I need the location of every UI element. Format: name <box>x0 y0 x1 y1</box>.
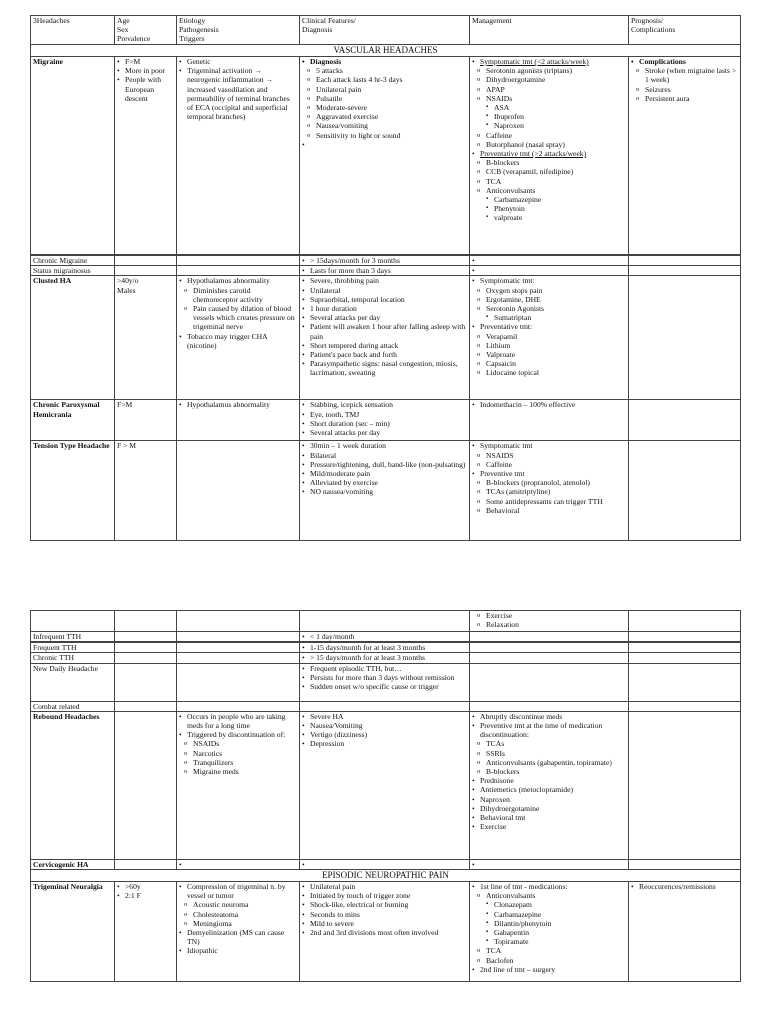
clinical-cell <box>300 400 470 441</box>
list-item: ▪ Ibuprofen <box>472 112 626 121</box>
list-item: • Patient's pace back and forth <box>302 350 467 359</box>
header-headaches: 3Headaches <box>31 16 115 45</box>
list-item: • Several attacks per day <box>302 313 467 322</box>
list-item: • More in poor <box>117 66 174 75</box>
list-item: o Exercise <box>472 611 626 620</box>
list-item: • NO nausea/vomiting <box>302 487 467 496</box>
row-combat-related <box>31 701 741 711</box>
list-item: o Sensitivity to light or sound <box>302 131 467 140</box>
row-tension <box>31 441 741 541</box>
list-item: • Symptomatic tmt (<2 attacks/week) <box>472 57 626 66</box>
section-title-vascular: VASCULAR HEADACHES <box>31 45 741 57</box>
list-item: • Compression of trigeminal n. by vessel or tumor <box>179 882 297 900</box>
management-cell <box>470 57 629 255</box>
row-name: Frequent TTH <box>31 643 115 653</box>
row-migraine <box>31 57 741 255</box>
header-clinical: Clinical Features/ Diagnosis <box>300 16 470 45</box>
headache-table-page2 <box>30 610 741 982</box>
list-item: • Hypothalamus abnormality <box>179 400 297 409</box>
list-item: • Occurs in people who are taking meds for a long time <box>179 712 297 730</box>
list-item: o Migraine meds <box>179 767 297 776</box>
row-name: Status migrainosus <box>31 266 115 276</box>
prognosis-cell <box>629 882 741 982</box>
row-name: Clusted HA <box>31 276 115 400</box>
row-status-migrainosus <box>31 266 741 276</box>
list-item: o Ergotamine, DHE <box>472 295 626 304</box>
section-neuropathic <box>31 870 741 882</box>
list-item: • > 15 days/month for at least 3 months <box>302 653 467 662</box>
list-item: • Parasympathetic signs: nasal congestion, miosis, lacrimation, sweating <box>302 359 467 377</box>
list-item: • Mild to severe <box>302 919 467 928</box>
row-name: Chronic TTH <box>31 653 115 663</box>
list-item: o Pulsatile <box>302 94 467 103</box>
list-item: • Hypothalamus abnormality <box>179 276 297 285</box>
row-rebound <box>31 711 741 859</box>
list-item: • Complications <box>631 57 738 66</box>
management-cell <box>470 711 629 859</box>
list-item: • Antiemetics (metoclopramide) <box>472 785 626 794</box>
list-item: • Preventative tmt (>2 attacks/week) <box>472 149 626 158</box>
list-item: o TCAs <box>472 739 626 748</box>
list-item: • Supraorbital, temporal location <box>302 295 467 304</box>
list-item: o Relaxation <box>472 620 626 629</box>
list-item: • 30min – 1 week duration <box>302 441 467 450</box>
age-cell: >40y/o Males <box>115 276 177 400</box>
row-name: Infrequent TTH <box>31 632 115 642</box>
row-trigeminal <box>31 882 741 982</box>
list-item: o Nausea/vomiting <box>302 121 467 130</box>
row-name: Rebound Headaches <box>31 711 115 859</box>
list-item: o TCA <box>472 177 626 186</box>
list-item: • Unilateral <box>302 286 467 295</box>
list-item: • Nausea/Vomiting <box>302 721 467 730</box>
row-new-daily-headache <box>31 663 741 701</box>
list-item: o Aggravated exercise <box>302 112 467 121</box>
section-vascular <box>31 45 741 57</box>
row-name: New Daily Headache <box>31 663 115 701</box>
list-item: o TCA <box>472 946 626 955</box>
etiology-cell <box>177 400 300 441</box>
list-item: ▪ Sumatriptan <box>472 313 626 322</box>
list-item: o Diminishes carotid chemoreceptor activity <box>179 286 297 304</box>
clinical-cell <box>300 711 470 859</box>
list-item: • Frequent episodic TTH, but… <box>302 664 467 673</box>
list-item: • Dihydroergotamine <box>472 804 626 813</box>
list-item: o Each attack lasts 4 hr-3 days <box>302 75 467 84</box>
list-item: ▪ valproate <box>472 213 626 222</box>
row-name: Chronic Migraine <box>31 256 115 266</box>
list-item: o B-blockers <box>472 158 626 167</box>
age-cell: F > M <box>115 441 177 541</box>
list-item: o Narcotics <box>179 749 297 758</box>
list-item: o Dihydroergotamine <box>472 75 626 84</box>
list-item: • Behavioral tmt <box>472 813 626 822</box>
list-item: • 2:1 F <box>117 891 174 900</box>
list-item: • Symptomatic tmt: <box>472 276 626 285</box>
row-chronic-migraine <box>31 256 741 266</box>
list-item: o Butorphanol (nasal spray) <box>472 140 626 149</box>
list-item: • Preventative tmt: <box>472 322 626 331</box>
list-item: o Anticonvulsants <box>472 891 626 900</box>
list-item: o Serotonin Agonists <box>472 304 626 313</box>
list-item: • Genetic <box>179 57 297 66</box>
list-item: • Depression <box>302 739 467 748</box>
list-item: o SSRIs <box>472 749 626 758</box>
list-item: • Symptomatic tmt <box>472 441 626 450</box>
list-item: o B-blockers <box>472 767 626 776</box>
clinical-cell <box>300 882 470 982</box>
management-cell <box>470 611 629 632</box>
list-item: • 1-15 days/month for at least 3 months <box>302 643 467 652</box>
clinical-cell <box>300 663 470 701</box>
etiology-cell <box>177 57 300 255</box>
row-cluster <box>31 276 741 400</box>
clinical-cell <box>300 57 470 255</box>
list-item: • Preventive tmt at the time of medication discontinuation: <box>472 721 626 739</box>
list-item: • Triggered by discontinuation of: <box>179 730 297 739</box>
list-item: • F>M <box>117 57 174 66</box>
list-item: o Some antidepressants can trigger TTH <box>472 497 626 506</box>
list-item: o Baclofen <box>472 956 626 965</box>
list-item: • Demyelinization (MS can cause TN) <box>179 928 297 946</box>
headache-table-page1 <box>30 15 741 541</box>
list-item: • Severe, throbbing pain <box>302 276 467 285</box>
list-item: o Moderate-severe <box>302 103 467 112</box>
etiology-cell <box>177 276 300 400</box>
age-cell: F>M <box>115 400 177 441</box>
list-item: o Persistent aura <box>631 94 738 103</box>
list-item: o Serotonin agonists (triptans) <box>472 66 626 75</box>
row-cph <box>31 400 741 441</box>
list-item: • Trigeminal activation → neurogenic inflammation → increased vasodilation and permeability of terminal branches of ECA (occipital and superficial temporal branches) <box>179 66 297 121</box>
list-item: • Diagnosis <box>302 57 467 66</box>
list-item: o Seizures <box>631 85 738 94</box>
list-item: o Oxygen stops pain <box>472 286 626 295</box>
list-item: • Short duration (sec – min) <box>302 419 467 428</box>
list-item: • Bilateral <box>302 451 467 460</box>
list-item: ▪ Naproxen <box>472 121 626 130</box>
management-cell <box>470 882 629 982</box>
list-item: • >60y <box>117 882 174 891</box>
management-cell <box>470 276 629 400</box>
list-item: • 2nd and 3rd divisions most often involved <box>302 928 467 937</box>
list-item: o CCB (verapamil, nifedipine) <box>472 167 626 176</box>
list-item: o Behavioral <box>472 506 626 515</box>
list-item: o APAP <box>472 85 626 94</box>
list-item: ▪ Carbamazepine <box>472 195 626 204</box>
header-etiology: Etiology Pathogenesis Triggers <box>177 16 300 45</box>
list-item: • 1 hour duration <box>302 304 467 313</box>
row-name: Cervicogenic HA <box>31 859 115 869</box>
list-item: • Patient will awaken 1 hour after falling asleep with pain <box>302 322 467 340</box>
list-item: ▪ Carbamazepine <box>472 910 626 919</box>
list-item: • People with European descent <box>117 75 174 103</box>
list-item: • Naproxen <box>472 795 626 804</box>
list-item: ▪ Gabapentin <box>472 928 626 937</box>
list-item: • Exercise <box>472 822 626 831</box>
list-item: o 5 attacks <box>302 66 467 75</box>
list-item: • Short tempered during attack <box>302 341 467 350</box>
header-age-sex: Age Sex Prevalence <box>115 16 177 45</box>
row-name: Trigeminal Neuralgia <box>31 882 115 982</box>
list-item: ▪ Phenytoin <box>472 204 626 213</box>
list-item: o Lithium <box>472 341 626 350</box>
list-item: o Unilateral pain <box>302 85 467 94</box>
list-item: o TCAs (amitriptyline) <box>472 487 626 496</box>
list-item: o Valproate <box>472 350 626 359</box>
list-item: • Mild/moderate pain <box>302 469 467 478</box>
clinical-cell <box>300 276 470 400</box>
list-item: • 2nd line of tmt – surgery <box>472 965 626 974</box>
list-item: • > 15days/month for 3 months <box>302 256 467 265</box>
header-management: Management <box>470 16 629 45</box>
header-row <box>31 16 741 45</box>
list-item: o Verapamil <box>472 332 626 341</box>
section-title-neuropathic: EPISODIC NEUROPATHIC PAIN <box>31 870 741 882</box>
header-prognosis: Prognosis/ Complications <box>629 16 741 45</box>
row-name: Combat related <box>31 701 115 711</box>
list-item: • Prednisone <box>472 776 626 785</box>
list-item: • Severe HA <box>302 712 467 721</box>
row-cervicogenic <box>31 859 741 869</box>
list-item: o NSAIDs <box>179 739 297 748</box>
clinical-cell <box>300 441 470 541</box>
management-cell <box>470 400 629 441</box>
list-item: • Persists for more than 3 days without remission <box>302 673 467 682</box>
list-item: • Abruptly discontinue meds <box>472 712 626 721</box>
list-item: • 1st line of tmt - medications: <box>472 882 626 891</box>
list-item: • Several attacks per day <box>302 428 467 437</box>
prognosis-cell <box>629 57 741 255</box>
list-item: • Lasts for more than 3 days <box>302 266 467 275</box>
age-cell <box>115 57 177 255</box>
list-item: o Cholesteatoma <box>179 910 297 919</box>
etiology-cell <box>177 882 300 982</box>
row-continued <box>31 611 741 632</box>
row-name: Chronic Paroxysmal Hemicrania <box>31 400 115 441</box>
row-infrequent-tth <box>31 632 741 642</box>
list-item: o NSAIDS <box>472 451 626 460</box>
list-item: o Caffeine <box>472 131 626 140</box>
list-item: • Seconds to mins <box>302 910 467 919</box>
list-item: ▪ ASA <box>472 103 626 112</box>
list-item: o Capsaicin <box>472 359 626 368</box>
list-item: • Eye, tooth, TMJ <box>302 410 467 419</box>
row-name: Tension Type Headache <box>31 441 115 541</box>
list-item: • Vertigo (dizziness) <box>302 730 467 739</box>
list-item: o Meningioma <box>179 919 297 928</box>
list-item: ▪ Topiramate <box>472 937 626 946</box>
list-item: • Shock-like, electrical or burning <box>302 900 467 909</box>
list-item: o Anticonvulsants <box>472 186 626 195</box>
list-item: o Stroke (when migraine lasts > 1 week) <box>631 66 738 84</box>
list-item: • Sudden onset w/o specific cause or trigger <box>302 682 467 691</box>
row-name: Migraine <box>31 57 115 255</box>
list-item: • < 1 day/month <box>302 632 467 641</box>
list-item: o Pain caused by dilation of blood vessels which creates pressure on trigeminal nerve <box>179 304 297 332</box>
list-item: o Anticonvulsants (gabapentin, topiramate) <box>472 758 626 767</box>
management-cell <box>470 441 629 541</box>
list-item: • Pressure/tightening, dull, band-like (non-pulsating) <box>302 460 467 469</box>
list-item: • Stabbing, icepick sensation <box>302 400 467 409</box>
list-item: • Unilateral pain <box>302 882 467 891</box>
list-item: ▪ Dilantin/phenytoin <box>472 919 626 928</box>
list-item: o Acoustic neuroma <box>179 900 297 909</box>
row-chronic-tth <box>31 653 741 663</box>
list-item: o NSAIDs <box>472 94 626 103</box>
list-item: • Initiated by touch of trigger zone <box>302 891 467 900</box>
list-item: ▪ Clonazepam <box>472 900 626 909</box>
list-item: • Idiopathic <box>179 946 297 955</box>
etiology-cell <box>177 711 300 859</box>
list-item: o Lidocaine topical <box>472 368 626 377</box>
list-item: o Caffeine <box>472 460 626 469</box>
row-frequent-tth <box>31 643 741 653</box>
age-cell <box>115 882 177 982</box>
list-item: o B-blockers (propranolol, atenolol) <box>472 478 626 487</box>
list-item: • Indomethacin – 100% effective <box>472 400 626 409</box>
list-item: • Reoccurences/remissions <box>631 882 738 891</box>
list-item: • Alleviated by exercise <box>302 478 467 487</box>
list-item: • Tobacco may trigger CHA (nicotine) <box>179 332 297 350</box>
list-item: • Preventive tmt <box>472 469 626 478</box>
list-item: o Tranquilizers <box>179 758 297 767</box>
